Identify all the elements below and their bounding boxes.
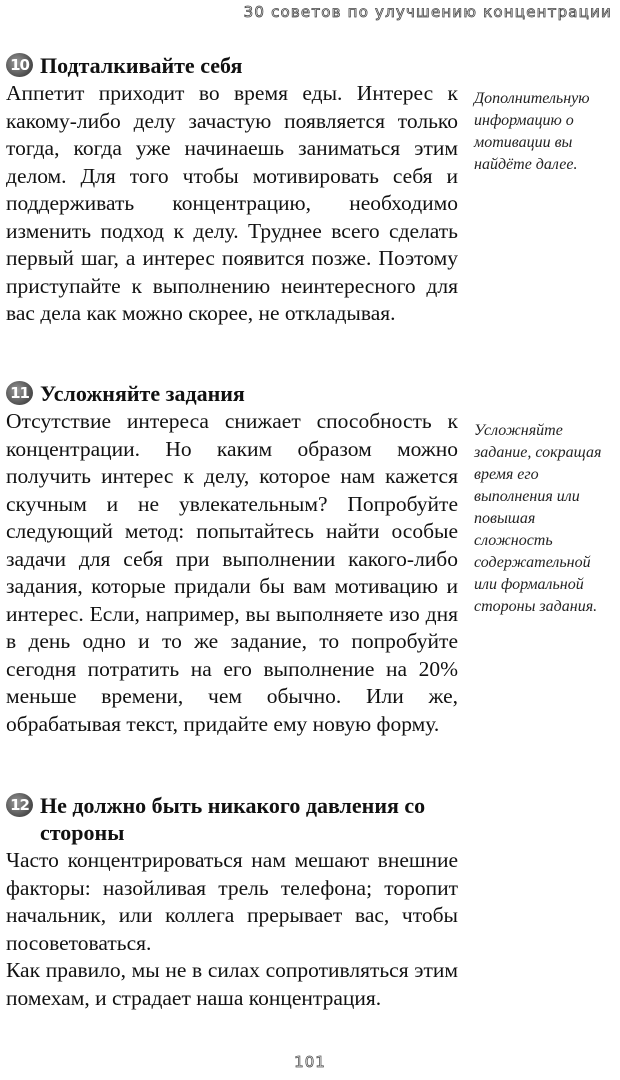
section-number-badge: 12 (6, 793, 33, 817)
section-number-badge: 11 (6, 381, 33, 405)
section-title: Не должно быть никакого давления со стороны (40, 793, 426, 845)
margin-note: Дополнительную информацию о мотивации вы найдёте далее. (474, 90, 590, 173)
section-10 (6, 52, 458, 328)
section-body (6, 80, 458, 328)
page-number: 101 (294, 1053, 326, 1071)
section-heading (6, 380, 458, 407)
section-body (6, 847, 458, 1012)
paragraph: Как правило, мы не в силах сопротивляться этим помехам, и страдает наша концентрация. (6, 958, 458, 1010)
running-header: 30 советов по улучшению концентрации (243, 3, 612, 21)
section-heading (6, 52, 458, 79)
section-11 (6, 380, 458, 738)
paragraph: Отсутствие интереса снижает способность к концентрации. Но каким образом можно получить интерес к делу, которое нам кажется скучным и не увлекательным? Попробуйте следующий метод: попытайтесь найти особые задачи для себя при выполнении какого-либо задания, которые придали бы вам мотивацию и интерес. Если, например, вы выполняете изо дня в день одно и то же задание, то попробуйте сегодня потратить на его выполнение на 20% меньше времени, чем обычно. Или же, обрабатывая текст, придайте ему новую форму. (6, 409, 458, 736)
paragraph: Аппетит приходит во время еды. Интерес к какому-либо делу зачастую появляется только тогда, когда уже начинаешь заниматься этим делом. Для того чтобы мотивировать себя и поддерживать концентрацию, необходимо изменить подход к делу. Труднее всего сделать первый шаг, а интерес появится позже. Поэтому приступайте к выполнению неинтересного для вас дела как можно скорее, не откладывая. (6, 81, 458, 325)
paragraph: Часто концентрироваться нам мешают внешние факторы: назойливая трель телефона; торопит начальник, или коллега прерывает вас, чтобы посоветоваться. (6, 848, 458, 955)
section-number-badge: 10 (6, 53, 33, 77)
margin-note: Усложняйте задание, сокращая время его выполнения или повышая сложность содержательной или формальной стороны задания. (474, 422, 602, 615)
section-title: Усложняйте задания (40, 381, 245, 406)
section-12 (6, 792, 458, 1012)
section-body (6, 408, 458, 738)
section-heading (6, 792, 458, 846)
section-title: Подталкивайте себя (40, 53, 243, 78)
